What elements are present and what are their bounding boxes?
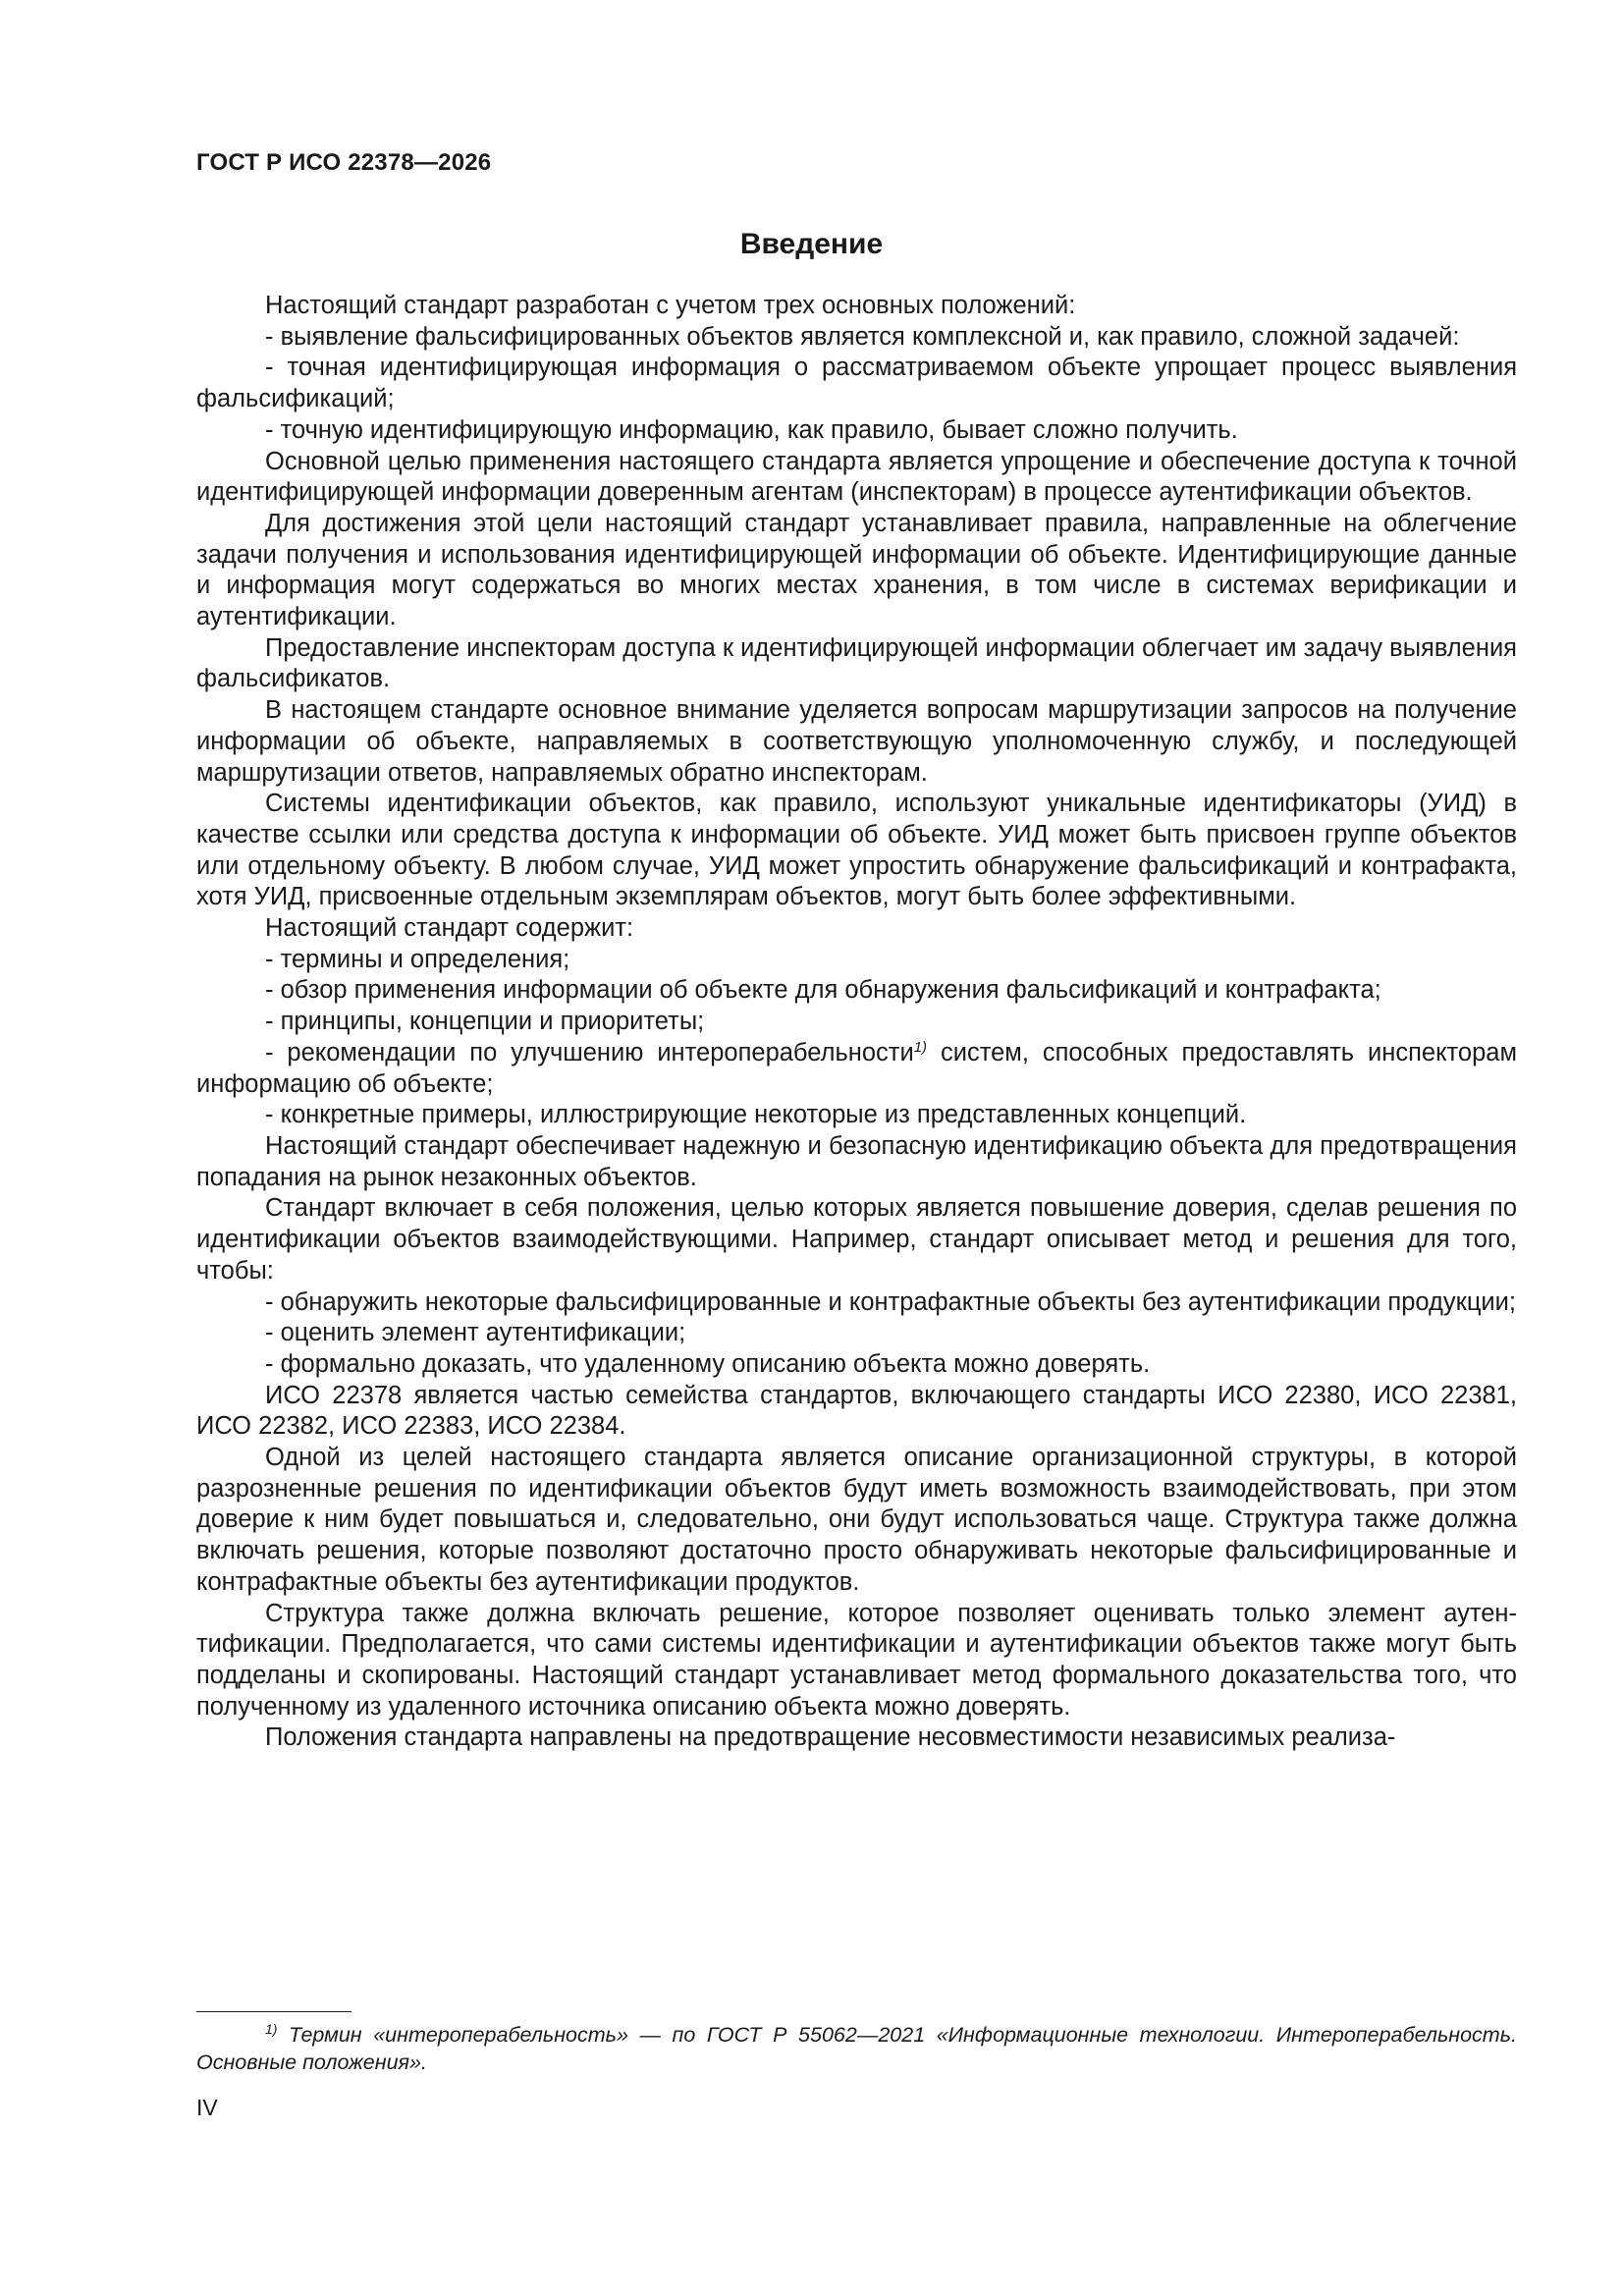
- list-item: - термины и определения;: [265, 945, 570, 973]
- paragraph: ИСО 22378 является частью семейства стандартов, включающего стандарты ИСО 22380, ИСО 22381, ИСО 22382, ИСО 22383, ИСО 22384.: [196, 1381, 1517, 1441]
- list-item-interoperability: [196, 1038, 1517, 1100]
- paragraph: Настоящий стандарт содержит:: [265, 914, 634, 943]
- list-item: - точная идентифицирующая информация о рассматриваемом объекте упрощает процесс выявления фальсификаций;: [196, 354, 1517, 413]
- footnote-reference[interactable]: 1): [913, 1038, 928, 1056]
- paragraph: Структура также должна включать решение, которое позволяет оценивать только элемент аутентификации. Предполагается, что сами системы идентификации и аутентификации объектов также могут быть подделаны и скопированы. Настоящий стандарт устанавливает метод формального доказательства того, что полученному из удаленного источника описанию объекта можно доверять.: [196, 1599, 1517, 1721]
- paragraph: Положения стандарта направлены на предотвращение несовместимости независимых реализа-: [265, 1723, 1396, 1752]
- paragraph: Настоящий стандарт разработан с учетом трех основных положений:: [265, 292, 1076, 319]
- list-item: - точную идентифицирующую информацию, как правило, бывает сложно получить.: [265, 415, 1238, 444]
- section-title: Введение: [739, 228, 884, 260]
- list-item: - обнаружить некоторые фальсифицированные и контрафактные объекты без аутентификации продукции;: [265, 1287, 1517, 1316]
- footnote-text: Термин «интероперабельность» — по ГОСТ Р 55062—2021 «Информационные технологии. Интероперабельность. Основные положения».: [196, 2023, 1517, 2074]
- paragraph: В настоящем стандарте основное внимание уделяется вопросам маршрутизации запросов на получение информации об объекте, направляемых в соответствующую уполномоченную службу, и последующей маршрутизации ответов, направляемых обратно инспекторам.: [196, 696, 1517, 787]
- paragraph: Для достижения этой цели настоящий стандарт устанавливает правила, направленные на облегчение задачи получения и использования идентифицирующей информации об объекте. Идентифицирующие данные и информация могут содержаться во многих местах хранения, в том числе в системах верификации и аутентификации.: [196, 509, 1517, 631]
- paragraph: Предоставление инспекторам доступа к идентифицирующей информации облегчает им задачу выявления фальсификатов.: [196, 633, 1517, 693]
- page-number: IV: [196, 2095, 218, 2120]
- list-item: - обзор применения информации об объекте для обнаружения фальсификаций и контрафакта;: [265, 976, 1381, 1005]
- list-item: - принципы, концепции и приоритеты;: [265, 1008, 705, 1036]
- paragraph: Основной целью применения настоящего стандарта является упрощение и обеспечение доступа к точной идентифицирующей информации доверенным агентам (инспекторам) в процессе аутентификации объектов.: [196, 447, 1517, 507]
- footnote-marker: 1): [265, 2021, 278, 2037]
- list-item: - формально доказать, что удаленному описанию объекта можно доверять.: [265, 1349, 1151, 1378]
- paragraph: Системы идентификации объектов, как правило, используют уникальные идентификаторы (УИД) в качестве ссылки или средства доступа к информации об объекте. УИД может быть присвоен группе объектов или отдельному объекту. В любом случае, УИД может упростить обнаружение фальсификаций и контрафакта, хотя УИД, присвоенные отдельным экземплярам объектов, могут быть более эффективными.: [196, 790, 1517, 911]
- footnote-separator: [196, 2011, 352, 2012]
- footnote: [196, 2021, 1517, 2076]
- paragraph: Настоящий стандарт обеспечивает надежную и безопасную идентификацию объекта для предотвращения попадания на рынок незаконных объектов.: [196, 1131, 1517, 1191]
- paragraph: Стандарт включает в себя положения, целью которых является повышение доверия, сделав решения по идентификации объектов взаимодействующими. Например, стандарт описывает метод и решения для того, чтобы:: [196, 1194, 1517, 1285]
- list-item: - конкретные примеры, иллюстрирующие некоторые из представленных концепций.: [265, 1101, 1247, 1129]
- body-text: [196, 291, 1517, 1754]
- paragraph: Одной из целей настоящего стандарта является описание организационной структуры, в которой разрозненные решения по идентификации объектов будут иметь возможность взаимодействовать, при этом доверие к ним будет повышаться и, следовательно, они будут использоваться чаще. Структура также должна включать решения, которые позволяют достаточно просто обнаруживать некоторые фальсифицированные и контрафактные объекты без аутентификации продуктов.: [196, 1444, 1517, 1596]
- list-item: - оценить элемент аутентификации;: [265, 1319, 686, 1347]
- list-item-text: систем, способных предоставлять инспекторам информацию об объекте;: [196, 1038, 1517, 1098]
- document-code: ГОСТ Р ИСО 22378—2026: [196, 149, 492, 176]
- list-item: - выявление фальсифицированных объектов является комплексной и, как правило, сложной задачей:: [265, 322, 1460, 351]
- list-item-text: - рекомендации по улучшению интероперабельности: [265, 1038, 914, 1066]
